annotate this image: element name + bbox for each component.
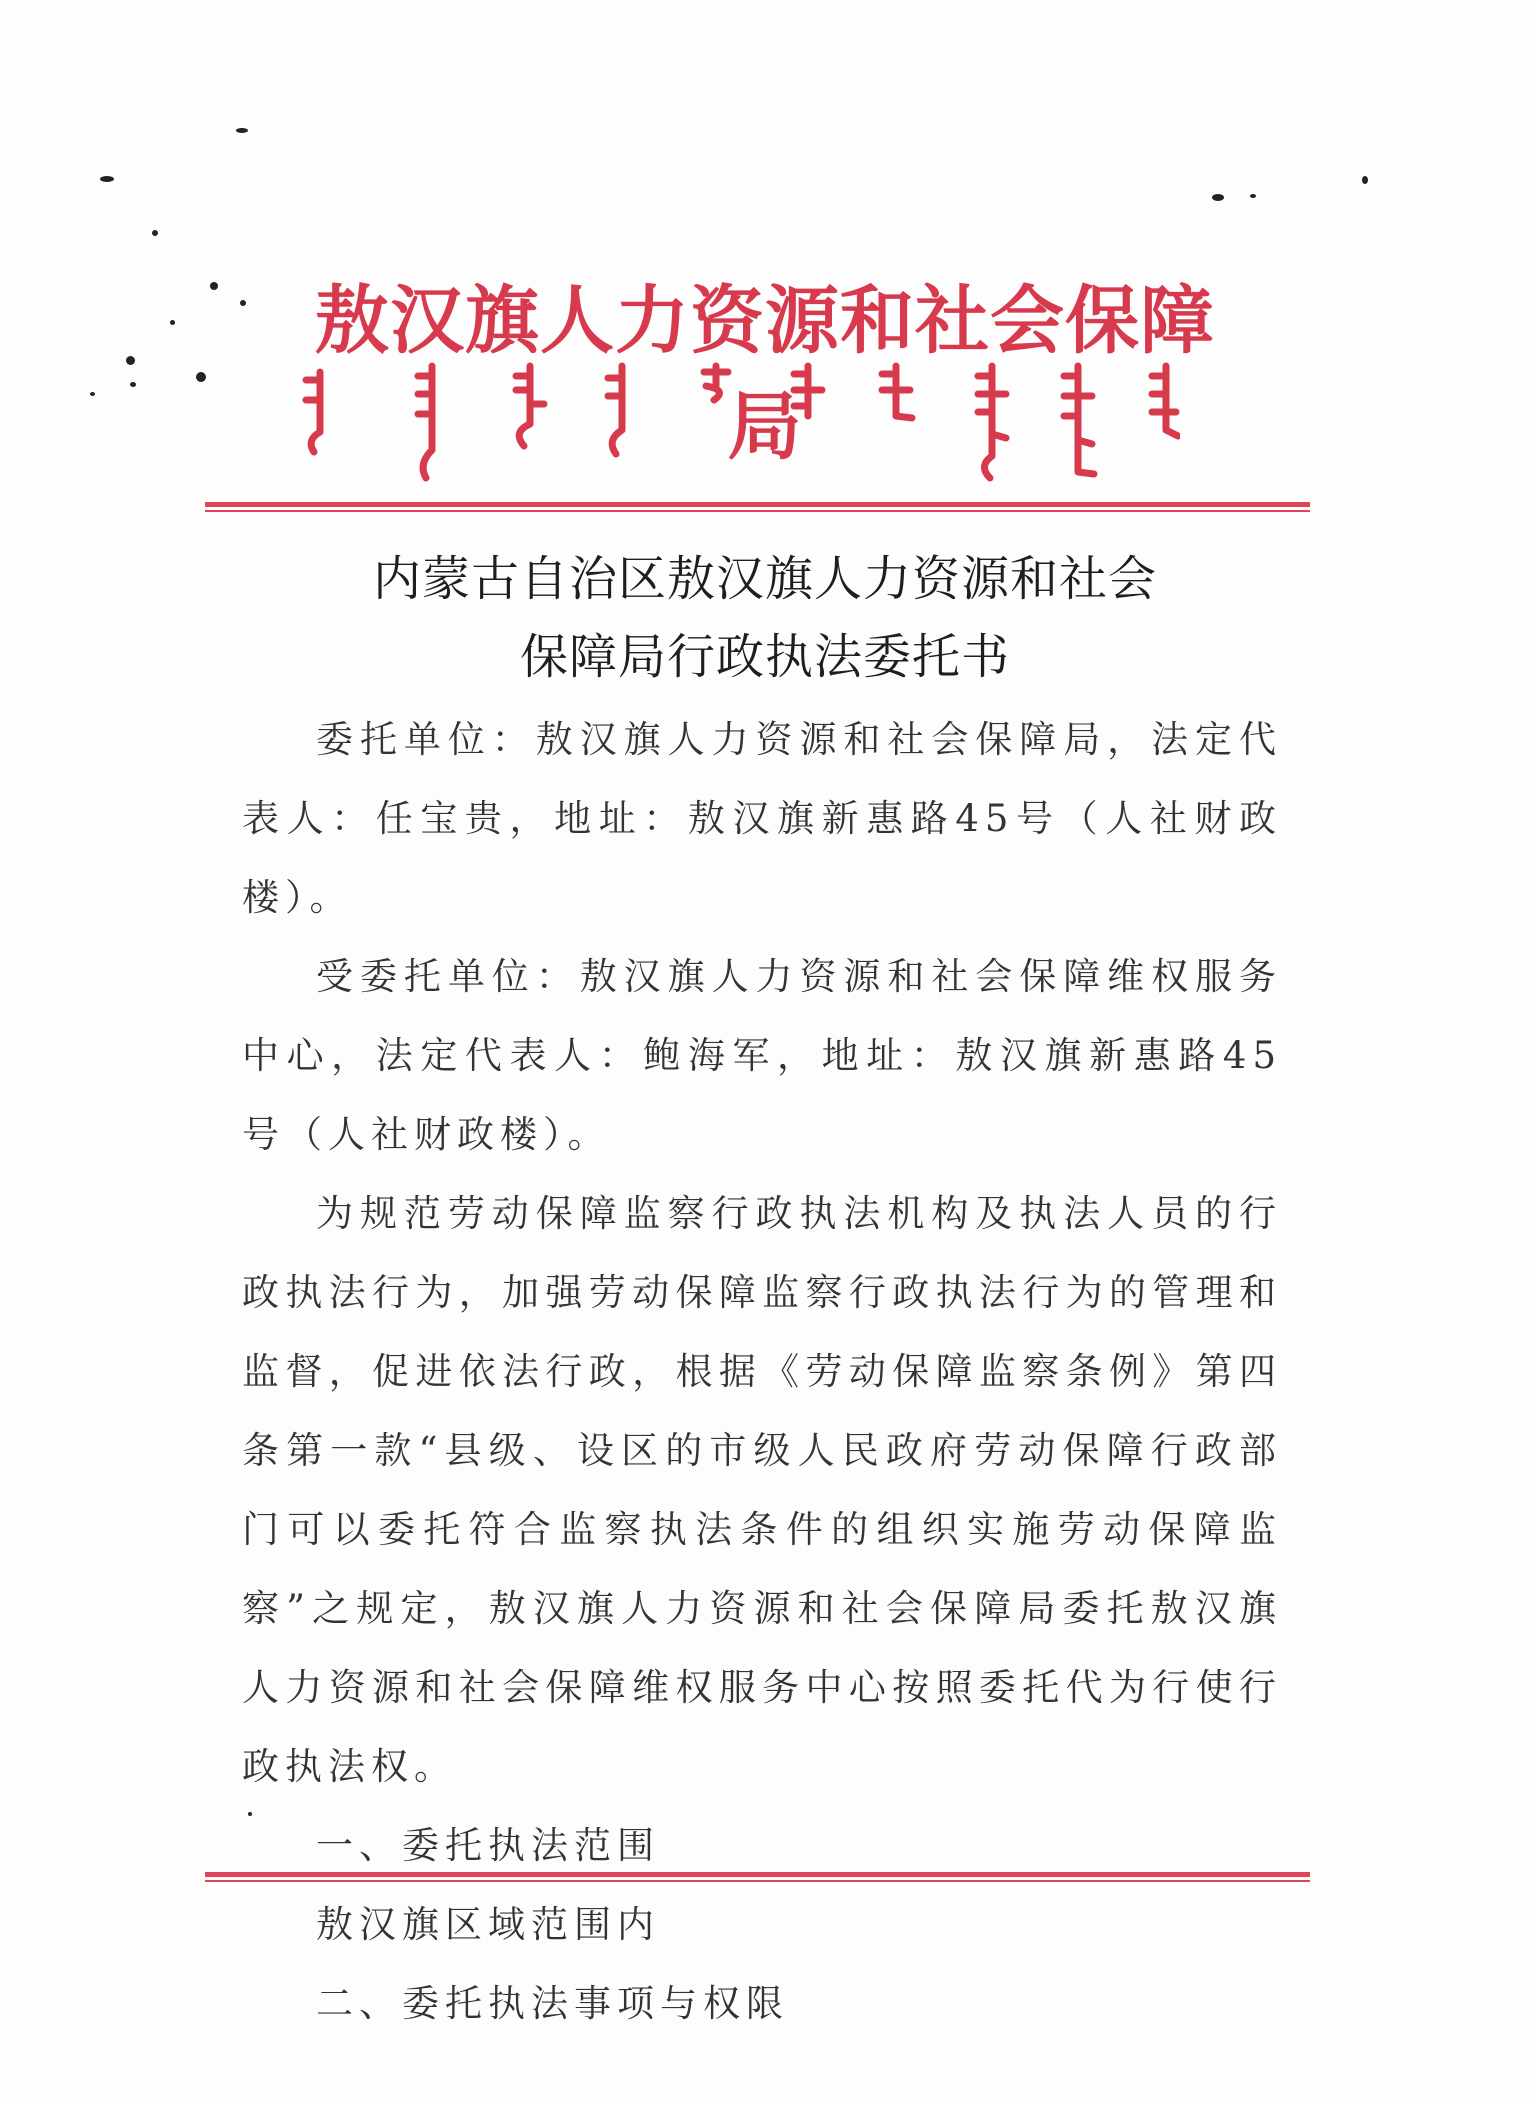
scan-speck [1212,194,1224,201]
mongolian-script-seal [300,360,1180,490]
scan-speck [1250,194,1256,198]
letterhead-org-name: 敖汉旗人力资源和社会保障局 [315,278,1215,470]
scan-speck [130,382,136,387]
paragraph-entrusted-party: 受委托单位：敖汉旗人力资源和社会保障维权服务中心，法定代表人：鲍海军，地址：敖汉旗新惠路45号（人社财政楼）。 [242,955,1282,1156]
scan-speck [152,230,158,236]
scan-speck [236,128,248,133]
footer-divider [205,1872,1310,1884]
letterhead-divider [205,502,1310,514]
scan-speck [196,372,206,382]
scan-speck [126,356,135,365]
paragraph-purpose: 为规范劳动保障监察行政执法机构及执法人员的行政执法行为，加强劳动保障监察行政执法行为的管理和监督，促进依法行政，根据《劳动保障监察条例》第四条第一款“县级、设区的市级人民政府劳动保障行政部门可以委托符合监察执法条件的组织实施劳动保障监察”之规定，敖汉旗人力资源和社会保障局委托敖汉旗人力资源和社会保障维权服务中心按照委托代为行使行政执法权。 [242,1192,1282,1788]
scan-speck [1362,176,1368,184]
scan-speck [210,282,218,290]
scan-speck [240,300,246,306]
paragraph-entrusting-party: 委托单位：敖汉旗人力资源和社会保障局，法定代表人：任宝贵，地址：敖汉旗新惠路45号（人社财政楼）。 [242,718,1282,919]
document-title-line-1: 内蒙古自治区敖汉旗人力资源和社会 [372,551,1157,607]
paragraph-scope: 敖汉旗区域范围内 [316,1903,660,1946]
document-body [242,700,1282,2043]
section-heading-matters: 二、委托执法事项与权限 [316,1982,789,2025]
document-title-line-2: 保障局行政执法委托书 [519,629,1010,685]
scan-speck [100,176,114,182]
section-heading-scope: 一、委托执法范围 [316,1824,660,1867]
scan-speck [170,320,175,325]
scan-speck [90,392,95,396]
